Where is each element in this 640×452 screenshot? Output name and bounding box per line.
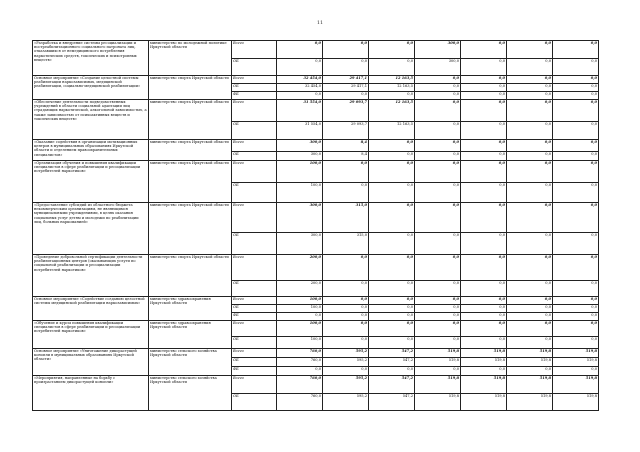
amount-cell: 0,0 — [415, 337, 461, 349]
funding-source-cell: ОБ — [232, 122, 277, 140]
amount-cell: 0,0 — [415, 321, 461, 337]
amount-cell: 0,0 — [507, 233, 553, 255]
measure-name-cell: Основное мероприятие «Создание целостной системы реабилитации наркозависимых, медицинской реабилитации, социально-медицинской реабилитации» — [33, 76, 149, 100]
amount-cell: 0,0 — [323, 183, 369, 203]
funding-source-cell: ФБ — [232, 313, 277, 321]
amount-cell: 0,0 — [277, 313, 323, 321]
amount-cell: 0,0 — [415, 305, 461, 313]
amount-cell: 12 163,5 — [369, 84, 415, 92]
funding-source-cell: ОБ — [232, 305, 277, 313]
amount-cell: 0,0 — [369, 59, 415, 76]
amount-cell: 760,0 — [277, 358, 323, 367]
amount-cell: 0,0 — [415, 122, 461, 140]
amount-cell: 547,2 — [369, 376, 415, 394]
executor-cell: министерство спорта Иркутской области — [149, 203, 232, 255]
amount-cell: 0,0 — [553, 281, 599, 297]
amount-cell: 0,0 — [369, 161, 415, 183]
funding-source-cell: Всего — [232, 76, 277, 84]
amount-cell: 519,8 — [553, 358, 599, 367]
amount-cell: 100,0 — [277, 321, 323, 337]
amount-cell: 300,0 — [277, 140, 323, 152]
amount-cell: 300,0 — [277, 233, 323, 255]
amount-cell: 0,0 — [369, 297, 415, 305]
amount-cell: 100,0 — [277, 297, 323, 305]
amount-cell: 519,8 — [415, 376, 461, 394]
amount-cell: 519,8 — [461, 394, 507, 411]
amount-cell: 0,0 — [507, 76, 553, 84]
amount-cell: 0,0 — [415, 203, 461, 233]
amount-cell: 200,0 — [277, 281, 323, 297]
amount-cell: 547,2 — [369, 394, 415, 411]
amount-cell: 29 417,1 — [323, 76, 369, 84]
amount-cell: 0,0 — [507, 152, 553, 161]
funding-source-cell: Всего — [232, 349, 277, 358]
amount-cell: 0,0 — [369, 313, 415, 321]
amount-cell: 0,0 — [507, 313, 553, 321]
amount-cell: 300,0 — [415, 41, 461, 59]
amount-cell: 519,8 — [415, 358, 461, 367]
amount-cell: 0,0 — [461, 233, 507, 255]
table-row — [33, 255, 599, 281]
amount-cell: 0,0 — [461, 255, 507, 281]
measure-name-cell: «Организация обучения и повышения квалификации специалистов в сфере реабилитации и ресоциализации потребителей наркотиков» — [33, 161, 149, 203]
funding-source-cell: ОБ — [232, 337, 277, 349]
amount-cell: 0,0 — [461, 59, 507, 76]
funding-source-cell: Всего — [232, 203, 277, 233]
amount-cell: 0,0 — [415, 100, 461, 122]
amount-cell: 0,0 — [461, 100, 507, 122]
executor-cell: министерство спорта Иркутской области — [149, 255, 232, 297]
amount-cell: 0,0 — [553, 313, 599, 321]
amount-cell: 0,0 — [369, 41, 415, 59]
amount-cell: 100,0 — [277, 305, 323, 313]
amount-cell: 0,0 — [553, 183, 599, 203]
amount-cell: 519,8 — [553, 349, 599, 358]
amount-cell: 0,0 — [553, 337, 599, 349]
amount-cell: 0,0 — [369, 183, 415, 203]
amount-cell: 0,0 — [323, 92, 369, 100]
amount-cell: 0,0 — [323, 313, 369, 321]
amount-cell: 12 163,5 — [369, 100, 415, 122]
executor-cell: министерство спорта Иркутской области — [149, 76, 232, 100]
funding-source-cell: ОБ — [232, 281, 277, 297]
table-row — [33, 76, 599, 84]
amount-cell: 0,0 — [553, 305, 599, 313]
amount-cell: 0,0 — [415, 161, 461, 183]
budget-table — [32, 40, 599, 411]
amount-cell: 0,0 — [369, 281, 415, 297]
amount-cell: 0,0 — [369, 305, 415, 313]
executor-cell: министерство спорта Иркутской области — [149, 161, 232, 203]
amount-cell: 0,0 — [369, 255, 415, 281]
amount-cell: 519,8 — [507, 358, 553, 367]
amount-cell: 0,0 — [553, 122, 599, 140]
amount-cell: 0,0 — [507, 305, 553, 313]
amount-cell: 0,0 — [415, 92, 461, 100]
amount-cell: 0,0 — [507, 367, 553, 376]
amount-cell: 0,0 — [461, 297, 507, 305]
amount-cell: 519,8 — [507, 394, 553, 411]
amount-cell: 0,0 — [461, 41, 507, 59]
amount-cell: 100,0 — [277, 183, 323, 203]
amount-cell: 519,8 — [461, 349, 507, 358]
measure-name-cell: «Оказание содействия в организации мотивационных центров в муниципальных образованиях Иркутской области и отделением правоохранительных специалистов» — [33, 140, 149, 161]
amount-cell: 0,0 — [553, 100, 599, 122]
executor-cell: министерство спорта Иркутской области — [149, 100, 232, 140]
amount-cell: 0,0 — [415, 183, 461, 203]
amount-cell: 0,0 — [277, 367, 323, 376]
funding-source-cell: Всего — [232, 41, 277, 59]
amount-cell: 547,2 — [369, 349, 415, 358]
executor-cell: министерство по молодежной политике Иркутской области — [149, 41, 232, 76]
amount-cell: 300,0 — [277, 203, 323, 233]
amount-cell: 0,0 — [369, 367, 415, 376]
amount-cell: 595,2 — [323, 349, 369, 358]
table-row — [33, 376, 599, 394]
measure-name-cell: «Мероприятия, направленные на борьбу с произрастанием дикорастущей конопли» — [33, 376, 149, 411]
amount-cell: 519,8 — [415, 349, 461, 358]
funding-source-cell: ОБ — [232, 183, 277, 203]
amount-cell: 0,0 — [507, 281, 553, 297]
amount-cell: 0,0 — [553, 255, 599, 281]
measure-name-cell: «Обучение и курсы повышения квалификации специалистов в сфере реабилитации и ресоциализации потребителей наркотиков» — [33, 321, 149, 349]
amount-cell: 0,0 — [415, 255, 461, 281]
amount-cell: 0,0 — [553, 84, 599, 92]
amount-cell: 519,8 — [461, 376, 507, 394]
amount-cell: 0,0 — [461, 84, 507, 92]
measure-name-cell: «Проведение добровольной сертификации деятельности реабилитационных центров (оказывающих услуги по социальной реабилитации и ресоциализации потребителей наркотиков» — [33, 255, 149, 297]
funding-source-cell: ФБ — [232, 367, 277, 376]
amount-cell: 0,0 — [323, 321, 369, 337]
amount-cell: 0,0 — [369, 233, 415, 255]
amount-cell: 315,0 — [323, 233, 369, 255]
amount-cell: 0,0 — [323, 367, 369, 376]
amount-cell: 0,0 — [323, 41, 369, 59]
measure-name-cell: «Предоставление субсидий из областного бюджета некоммерческим организациям, не являющимся муниципальными учреждениями, в целях оказания социальных услуг детям и молодежи по реабилитации лиц, больных наркоманией» — [33, 203, 149, 255]
amount-cell: 0,0 — [553, 367, 599, 376]
executor-cell: министерство здравоохранения Иркутской области — [149, 321, 232, 349]
amount-cell: 0,0 — [323, 255, 369, 281]
amount-cell: 32 454,0 — [277, 84, 323, 92]
amount-cell: 0,0 — [507, 41, 553, 59]
amount-cell: 0,0 — [323, 161, 369, 183]
amount-cell: 200,0 — [277, 255, 323, 281]
amount-cell: 8,4 — [323, 140, 369, 152]
executor-cell: министерство здравоохранения Иркутской области — [149, 297, 232, 321]
amount-cell: 0,0 — [415, 152, 461, 161]
amount-cell: 0,0 — [415, 313, 461, 321]
amount-cell: 519,8 — [553, 376, 599, 394]
amount-cell: 0,0 — [507, 84, 553, 92]
amount-cell: 0,0 — [415, 281, 461, 297]
amount-cell: 12 163,5 — [369, 122, 415, 140]
amount-cell: 595,2 — [323, 376, 369, 394]
funding-source-cell: Всего — [232, 376, 277, 394]
amount-cell: 0,0 — [369, 337, 415, 349]
amount-cell: 547,2 — [369, 358, 415, 367]
amount-cell: 0,0 — [461, 122, 507, 140]
amount-cell: 0,0 — [507, 321, 553, 337]
amount-cell: 595,2 — [323, 358, 369, 367]
amount-cell: 0,0 — [461, 92, 507, 100]
funding-source-cell: ОБ — [232, 152, 277, 161]
amount-cell: 0,0 — [553, 152, 599, 161]
amount-cell: 0,0 — [277, 92, 323, 100]
amount-cell: 0,0 — [507, 337, 553, 349]
amount-cell: 0,0 — [461, 161, 507, 183]
amount-cell: 0,0 — [323, 337, 369, 349]
table-row — [33, 297, 599, 305]
amount-cell: 519,8 — [461, 358, 507, 367]
amount-cell: 0,0 — [507, 255, 553, 281]
amount-cell: 0,0 — [323, 281, 369, 297]
funding-source-cell: Всего — [232, 140, 277, 152]
executor-cell: министерство спорта Иркутской области — [149, 140, 232, 161]
amount-cell: 0,0 — [461, 140, 507, 152]
funding-source-cell: ОБ — [232, 394, 277, 411]
amount-cell: 8,4 — [323, 152, 369, 161]
amount-cell: 12 163,5 — [369, 76, 415, 84]
funding-source-cell: ОБ — [232, 59, 277, 76]
amount-cell: 0,0 — [277, 41, 323, 59]
amount-cell: 519,8 — [415, 394, 461, 411]
amount-cell: 0,0 — [461, 76, 507, 84]
amount-cell: 519,8 — [507, 349, 553, 358]
amount-cell: 0,0 — [369, 140, 415, 152]
amount-cell: 0,0 — [415, 233, 461, 255]
amount-cell: 0,0 — [461, 152, 507, 161]
funding-source-cell: ОБ — [232, 84, 277, 92]
amount-cell: 0,0 — [553, 161, 599, 183]
executor-cell: министерство сельского хозяйства Иркутской области — [149, 376, 232, 411]
amount-cell: 0,0 — [461, 337, 507, 349]
amount-cell: 0,0 — [553, 92, 599, 100]
amount-cell: 0,0 — [507, 161, 553, 183]
amount-cell: 0,0 — [369, 92, 415, 100]
amount-cell: 0,0 — [369, 203, 415, 233]
amount-cell: 760,0 — [277, 394, 323, 411]
amount-cell: 0,0 — [415, 76, 461, 84]
amount-cell: 0,0 — [507, 100, 553, 122]
amount-cell: 0,0 — [461, 203, 507, 233]
funding-source-cell: Всего — [232, 161, 277, 183]
amount-cell: 0,0 — [415, 140, 461, 152]
amount-cell: 0,0 — [553, 41, 599, 59]
amount-cell: 0,0 — [553, 321, 599, 337]
funding-source-cell: Всего — [232, 100, 277, 122]
amount-cell: 0,0 — [369, 152, 415, 161]
amount-cell: 0,0 — [461, 367, 507, 376]
amount-cell: 0,0 — [553, 140, 599, 152]
amount-cell: 519,8 — [507, 376, 553, 394]
page-number: 11 — [316, 20, 324, 26]
measure-name-cell: Основное мероприятие «Содействие созданию целостной системы медицинской реабилитации наркозависимых» — [33, 297, 149, 321]
amount-cell: 0,0 — [461, 305, 507, 313]
table-row — [33, 100, 599, 122]
amount-cell: 100,0 — [277, 161, 323, 183]
amount-cell: 0,0 — [553, 59, 599, 76]
amount-cell: 519,8 — [553, 394, 599, 411]
amount-cell: 29 093,7 — [323, 122, 369, 140]
amount-cell: 0,0 — [507, 59, 553, 76]
amount-cell: 32 454,0 — [277, 76, 323, 84]
amount-cell: 0,0 — [553, 297, 599, 305]
amount-cell: 0,0 — [461, 321, 507, 337]
funding-source-cell: ОБ — [232, 358, 277, 367]
table-row — [33, 349, 599, 358]
funding-source-cell: ОБ — [232, 233, 277, 255]
budget-table-body — [33, 41, 599, 411]
amount-cell: 0,0 — [323, 59, 369, 76]
executor-cell: министерство сельского хозяйства Иркутской области — [149, 349, 232, 376]
measure-name-cell: «Обеспечение деятельности подведомственных учреждений в области социальной адаптации лиц страдающих наркотической, алкогольной зависимостью, а также зависимостью от психоактивных веществ и токсических веществ» — [33, 100, 149, 140]
amount-cell: 29 417,1 — [323, 84, 369, 92]
amount-cell: 0,0 — [323, 297, 369, 305]
amount-cell: 0,0 — [507, 122, 553, 140]
amount-cell: 300,0 — [415, 59, 461, 76]
table-row — [33, 41, 599, 59]
amount-cell: 0,0 — [553, 76, 599, 84]
table-row — [33, 203, 599, 233]
amount-cell: 0,0 — [507, 297, 553, 305]
amount-cell: 0,0 — [507, 203, 553, 233]
funding-source-cell: ФБ — [232, 92, 277, 100]
amount-cell: 29 093,7 — [323, 100, 369, 122]
amount-cell: 595,2 — [323, 394, 369, 411]
amount-cell: 760,0 — [277, 376, 323, 394]
amount-cell: 0,0 — [277, 59, 323, 76]
amount-cell: 0,0 — [507, 183, 553, 203]
measure-name-cell: Основное мероприятие «Уничтожение дикорастущей конопли в муниципальных образованиях Иркутской области» — [33, 349, 149, 376]
amount-cell: 315,0 — [323, 203, 369, 233]
table-row — [33, 140, 599, 152]
funding-source-cell: Всего — [232, 297, 277, 305]
amount-cell: 0,0 — [507, 92, 553, 100]
amount-cell: 0,0 — [461, 281, 507, 297]
amount-cell: 31 554,0 — [277, 122, 323, 140]
amount-cell: 0,0 — [323, 305, 369, 313]
table-row — [33, 321, 599, 337]
amount-cell: 100,0 — [277, 337, 323, 349]
amount-cell: 0,0 — [461, 313, 507, 321]
amount-cell: 0,0 — [415, 367, 461, 376]
amount-cell: 0,0 — [415, 297, 461, 305]
amount-cell: 760,0 — [277, 349, 323, 358]
amount-cell: 300,0 — [277, 152, 323, 161]
amount-cell: 0,0 — [461, 183, 507, 203]
amount-cell: 0,0 — [507, 140, 553, 152]
amount-cell: 0,0 — [553, 203, 599, 233]
funding-source-cell: Всего — [232, 321, 277, 337]
measure-name-cell: «Разработка и внедрение системы ресоциализации и постреабилитационного социального патроната лиц, отказавшихся от немедицинского потребления наркотических средств, токсических и психотропных веществ» — [33, 41, 149, 76]
amount-cell: 0,0 — [415, 84, 461, 92]
amount-cell: 0,0 — [553, 233, 599, 255]
amount-cell: 31 554,0 — [277, 100, 323, 122]
table-row — [33, 161, 599, 183]
amount-cell: 0,0 — [369, 321, 415, 337]
funding-source-cell: Всего — [232, 255, 277, 281]
